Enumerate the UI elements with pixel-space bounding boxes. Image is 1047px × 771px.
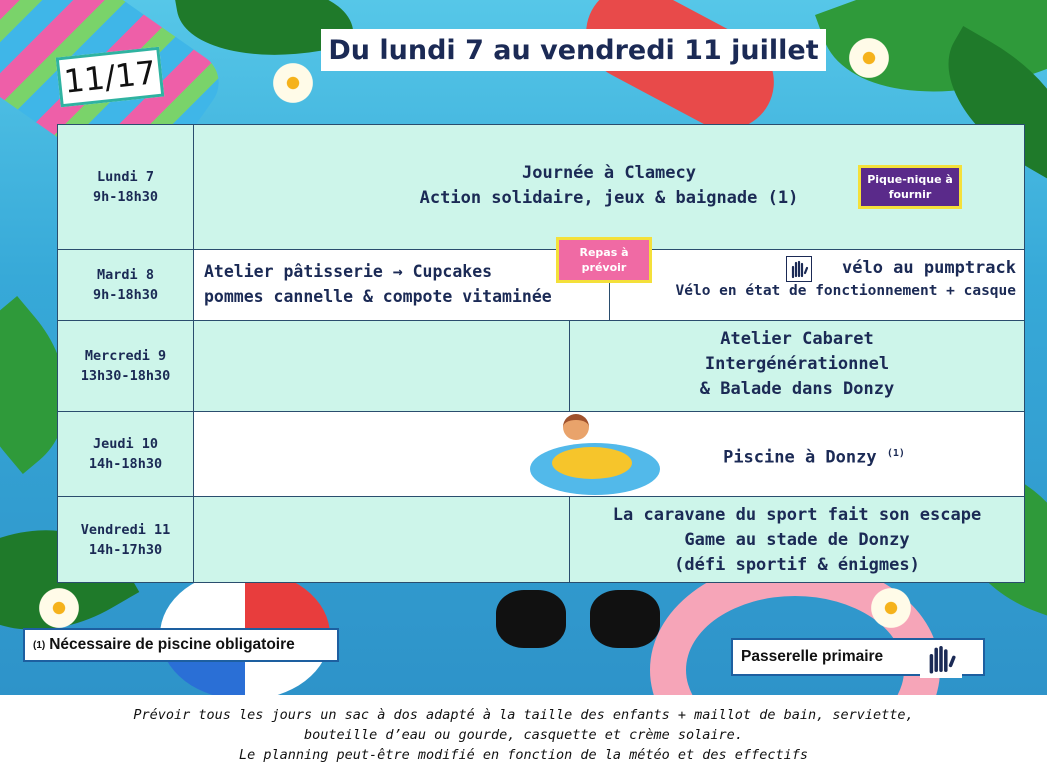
- cell-divider: [194, 320, 610, 321]
- activity-detail: Intergénérationnel: [704, 354, 890, 374]
- day-label-monday: [58, 125, 193, 249]
- activity-title: La caravane du sport fait son escape: [612, 505, 982, 525]
- activity-title: Journée à Clamecy: [522, 163, 696, 183]
- day-name: Mardi 8: [97, 267, 154, 283]
- footer-line: bouteille d’eau ou gourde, casquette et crème solaire.: [304, 727, 743, 743]
- passerelle-hand-icon: [920, 640, 962, 678]
- activity-detail: Vélo en état de fonctionnement + casque: [675, 283, 1016, 299]
- day-label-thursday: [58, 412, 193, 496]
- activity-title: Atelier pâtisserie → Cupcakes: [204, 262, 493, 281]
- day-name: Lundi 7: [97, 169, 154, 185]
- sunglasses-lens-right: [590, 590, 660, 648]
- row-divider: [58, 496, 1024, 497]
- activity-title: Atelier Cabaret: [720, 329, 874, 349]
- sunglasses: [496, 590, 566, 648]
- footnote-text: Nécessaire de piscine obligatoire: [49, 636, 295, 653]
- meal-note: Repas à prévoir: [556, 237, 652, 283]
- tuesday-afternoon-activity: [618, 257, 1016, 303]
- age-badge: 11/17: [56, 47, 165, 108]
- thursday-afternoon-activity: [664, 441, 964, 471]
- frangipani-flower: [36, 585, 82, 631]
- hand-icon-glyph: [789, 259, 809, 279]
- day-name: Jeudi 10: [92, 436, 159, 452]
- frangipani-flower: [846, 35, 892, 81]
- activity-detail: pommes cannelle & compote vitaminée: [204, 287, 552, 306]
- wednesday-afternoon-activity: [570, 327, 1024, 402]
- page-title: Du lundi 7 au vendredi 11 juillet: [321, 29, 826, 71]
- hand-icon: [786, 256, 812, 282]
- picnic-note: Pique-nique à fournir: [858, 165, 962, 209]
- row-divider: [58, 411, 1024, 412]
- pineapple-float: [552, 447, 632, 479]
- activity-detail: & Balade dans Donzy: [699, 379, 895, 399]
- day-name: Vendredi 11: [80, 521, 171, 538]
- footer-line: Prévoir tous les jours un sac à dos adapté à la taille des enfants + maillot de bain, serviette,: [133, 707, 914, 723]
- tuesday-morning-activity: [204, 259, 552, 309]
- friday-afternoon-activity: [570, 503, 1024, 578]
- activity-detail: (défi sportif & énigmes): [674, 555, 920, 575]
- day-name: Mercredi 9: [84, 348, 167, 364]
- footer-notes: [0, 695, 1047, 771]
- footnote-legend: [23, 628, 339, 662]
- activity-detail: Game au stade de Donzy: [684, 530, 910, 550]
- day-hours: 13h30-18h30: [80, 368, 171, 384]
- day-hours: 14h-18h30: [88, 456, 163, 472]
- swimmer-head: [563, 414, 589, 440]
- day-hours: 9h-18h30: [92, 189, 159, 205]
- frangipani-flower: [868, 585, 914, 631]
- footnote-mark: (1): [33, 639, 46, 651]
- day-hours: 14h-17h30: [88, 541, 163, 558]
- day-hours: 9h-18h30: [92, 287, 159, 303]
- activity-title: Piscine à Donzy: [723, 447, 877, 468]
- hand-icon-glyph: [924, 643, 958, 675]
- day-label-friday: [58, 497, 193, 582]
- activity-detail: Action solidaire, jeux & baignade (1): [419, 188, 799, 208]
- row-divider: [58, 249, 1024, 250]
- footnote-ref: (1): [886, 448, 905, 459]
- frangipani-flower: [270, 60, 316, 106]
- passerelle-label: Passerelle primaire: [741, 648, 884, 665]
- day-label-tuesday: [58, 250, 193, 320]
- activity-title: vélo au pumptrack: [842, 258, 1016, 278]
- footer-line: Le planning peut-être modifié en fonction de la météo et des effectifs: [239, 747, 808, 763]
- day-label-wednesday: [58, 321, 193, 411]
